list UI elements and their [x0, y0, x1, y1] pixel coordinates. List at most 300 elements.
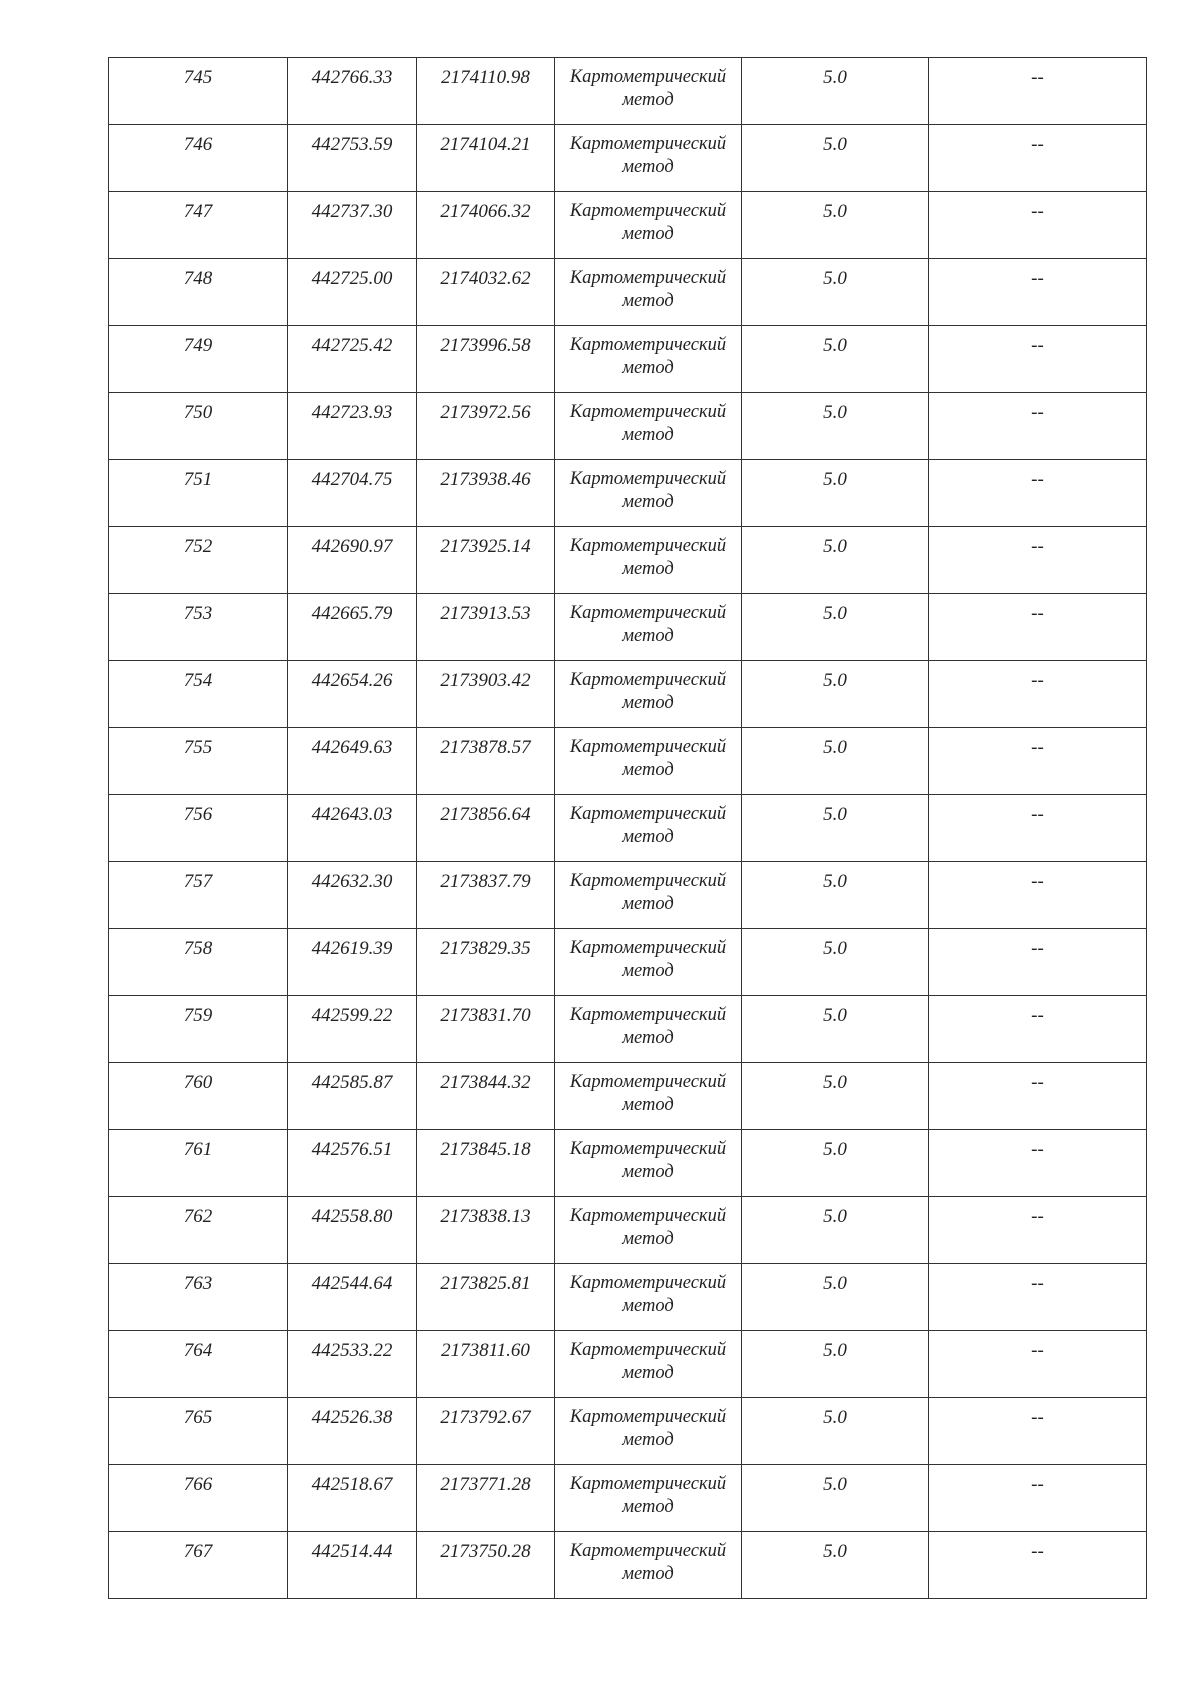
note-cell-text: -- — [1031, 67, 1044, 88]
note-cell — [929, 460, 1147, 527]
table-row — [109, 1264, 1147, 1331]
accuracy-cell — [742, 1331, 929, 1398]
y-coordinate-cell — [417, 326, 555, 393]
y-coordinate-cell — [417, 192, 555, 259]
accuracy-cell-text: 5.0 — [823, 1072, 847, 1093]
point-number-cell — [109, 795, 288, 862]
method-cell — [555, 125, 742, 192]
x-coordinate-cell-text: 442558.80 — [311, 1206, 393, 1227]
point-number-cell — [109, 862, 288, 929]
method-cell-text: Картометрический метод — [569, 1139, 727, 1182]
point-number-cell — [109, 1264, 288, 1331]
y-coordinate-cell-text: 2173750.28 — [440, 1541, 531, 1562]
x-coordinate-cell-text: 442690.97 — [311, 536, 393, 557]
table-row — [109, 594, 1147, 661]
note-cell — [929, 1063, 1147, 1130]
x-coordinate-cell — [288, 1197, 417, 1264]
y-coordinate-cell-text: 2173845.18 — [440, 1139, 531, 1160]
table-row — [109, 393, 1147, 460]
y-coordinate-cell-text: 2173913.53 — [440, 603, 531, 624]
table-row — [109, 1532, 1147, 1599]
point-number-cell — [109, 1398, 288, 1465]
x-coordinate-cell-text: 442533.22 — [311, 1340, 393, 1361]
method-cell — [555, 1130, 742, 1197]
note-cell-text: -- — [1031, 603, 1044, 624]
y-coordinate-cell — [417, 728, 555, 795]
note-cell — [929, 259, 1147, 326]
note-cell-text: -- — [1031, 1139, 1044, 1160]
y-coordinate-cell — [417, 1331, 555, 1398]
accuracy-cell-text: 5.0 — [823, 268, 847, 289]
method-cell-text: Картометрический метод — [569, 1541, 727, 1584]
method-cell — [555, 460, 742, 527]
note-cell-text: -- — [1031, 201, 1044, 222]
note-cell-text: -- — [1031, 134, 1044, 155]
table-row — [109, 1130, 1147, 1197]
x-coordinate-cell — [288, 728, 417, 795]
accuracy-cell-text: 5.0 — [823, 134, 847, 155]
note-cell-text: -- — [1031, 938, 1044, 959]
note-cell — [929, 1197, 1147, 1264]
accuracy-cell-text: 5.0 — [823, 804, 847, 825]
x-coordinate-cell-text: 442599.22 — [311, 1005, 393, 1026]
note-cell-text: -- — [1031, 536, 1044, 557]
note-cell-text: -- — [1031, 1273, 1044, 1294]
method-cell — [555, 1264, 742, 1331]
accuracy-cell — [742, 661, 929, 728]
point-number-cell-text: 766 — [183, 1474, 213, 1495]
method-cell — [555, 1063, 742, 1130]
y-coordinate-cell-text: 2173771.28 — [440, 1474, 531, 1495]
point-number-cell-text: 767 — [183, 1541, 213, 1562]
note-cell — [929, 192, 1147, 259]
y-coordinate-cell-text: 2173856.64 — [440, 804, 531, 825]
x-coordinate-cell — [288, 125, 417, 192]
x-coordinate-cell — [288, 594, 417, 661]
note-cell-text: -- — [1031, 737, 1044, 758]
x-coordinate-cell — [288, 1063, 417, 1130]
y-coordinate-cell-text: 2173838.13 — [440, 1206, 531, 1227]
y-coordinate-cell — [417, 1063, 555, 1130]
method-cell — [555, 1465, 742, 1532]
y-coordinate-cell-text: 2173831.70 — [440, 1005, 531, 1026]
point-number-cell — [109, 1063, 288, 1130]
method-cell-text: Картометрический метод — [569, 871, 727, 914]
note-cell — [929, 1465, 1147, 1532]
coordinates-table-body — [109, 58, 1147, 1599]
point-number-cell — [109, 259, 288, 326]
y-coordinate-cell-text: 2173844.32 — [440, 1072, 531, 1093]
x-coordinate-cell — [288, 326, 417, 393]
table-row — [109, 326, 1147, 393]
table-row — [109, 192, 1147, 259]
y-coordinate-cell — [417, 58, 555, 125]
y-coordinate-cell — [417, 1465, 555, 1532]
y-coordinate-cell-text: 2173972.56 — [440, 402, 531, 423]
x-coordinate-cell-text: 442723.93 — [311, 402, 393, 423]
point-number-cell-text: 745 — [183, 67, 213, 88]
point-number-cell-text: 759 — [183, 1005, 213, 1026]
method-cell — [555, 527, 742, 594]
accuracy-cell-text: 5.0 — [823, 1474, 847, 1495]
accuracy-cell-text: 5.0 — [823, 402, 847, 423]
note-cell — [929, 1398, 1147, 1465]
method-cell-text: Картометрический метод — [569, 335, 727, 378]
method-cell-text: Картометрический метод — [569, 603, 727, 646]
x-coordinate-cell-text: 442654.26 — [311, 670, 393, 691]
point-number-cell — [109, 996, 288, 1063]
y-coordinate-cell — [417, 259, 555, 326]
note-cell — [929, 1532, 1147, 1599]
method-cell — [555, 929, 742, 996]
accuracy-cell — [742, 527, 929, 594]
method-cell — [555, 594, 742, 661]
y-coordinate-cell-text: 2174032.62 — [440, 268, 531, 289]
accuracy-cell — [742, 795, 929, 862]
accuracy-cell-text: 5.0 — [823, 201, 847, 222]
y-coordinate-cell-text: 2173837.79 — [440, 871, 531, 892]
y-coordinate-cell-text: 2173811.60 — [441, 1340, 530, 1361]
x-coordinate-cell — [288, 1465, 417, 1532]
y-coordinate-cell — [417, 929, 555, 996]
accuracy-cell — [742, 862, 929, 929]
point-number-cell-text: 746 — [183, 134, 213, 155]
table-row — [109, 1197, 1147, 1264]
method-cell-text: Картометрический метод — [569, 670, 727, 713]
note-cell — [929, 393, 1147, 460]
point-number-cell-text: 765 — [183, 1407, 213, 1428]
x-coordinate-cell-text: 442632.30 — [311, 871, 393, 892]
note-cell — [929, 594, 1147, 661]
method-cell — [555, 1197, 742, 1264]
method-cell-text: Картометрический метод — [569, 1072, 727, 1115]
table-row — [109, 527, 1147, 594]
accuracy-cell-text: 5.0 — [823, 1407, 847, 1428]
accuracy-cell — [742, 1264, 929, 1331]
accuracy-cell — [742, 1063, 929, 1130]
table-row — [109, 1331, 1147, 1398]
note-cell — [929, 326, 1147, 393]
point-number-cell-text: 762 — [183, 1206, 213, 1227]
point-number-cell-text: 753 — [183, 603, 213, 624]
point-number-cell-text: 763 — [183, 1273, 213, 1294]
y-coordinate-cell — [417, 1398, 555, 1465]
note-cell — [929, 661, 1147, 728]
x-coordinate-cell — [288, 393, 417, 460]
y-coordinate-cell — [417, 125, 555, 192]
y-coordinate-cell-text: 2173925.14 — [440, 536, 531, 557]
method-cell — [555, 1532, 742, 1599]
method-cell-text: Картометрический метод — [569, 938, 727, 981]
accuracy-cell-text: 5.0 — [823, 536, 847, 557]
method-cell-text: Картометрический метод — [569, 1340, 727, 1383]
method-cell-text: Картометрический метод — [569, 1206, 727, 1249]
note-cell — [929, 862, 1147, 929]
method-cell-text: Картометрический метод — [569, 1407, 727, 1450]
method-cell — [555, 996, 742, 1063]
x-coordinate-cell-text: 442518.67 — [311, 1474, 393, 1495]
y-coordinate-cell-text: 2173996.58 — [440, 335, 531, 356]
method-cell-text: Картометрический метод — [569, 1474, 727, 1517]
table-row — [109, 795, 1147, 862]
point-number-cell — [109, 1532, 288, 1599]
x-coordinate-cell — [288, 460, 417, 527]
method-cell — [555, 192, 742, 259]
point-number-cell — [109, 661, 288, 728]
note-cell-text: -- — [1031, 402, 1044, 423]
point-number-cell — [109, 393, 288, 460]
method-cell — [555, 393, 742, 460]
accuracy-cell — [742, 996, 929, 1063]
y-coordinate-cell — [417, 1264, 555, 1331]
point-number-cell-text: 755 — [183, 737, 213, 758]
note-cell-text: -- — [1031, 670, 1044, 691]
x-coordinate-cell — [288, 527, 417, 594]
table-row — [109, 1398, 1147, 1465]
accuracy-cell-text: 5.0 — [823, 469, 847, 490]
y-coordinate-cell-text: 2174104.21 — [440, 134, 531, 155]
accuracy-cell-text: 5.0 — [823, 1541, 847, 1562]
accuracy-cell — [742, 192, 929, 259]
y-coordinate-cell — [417, 393, 555, 460]
point-number-cell-text: 747 — [183, 201, 213, 222]
x-coordinate-cell — [288, 795, 417, 862]
accuracy-cell — [742, 1398, 929, 1465]
method-cell-text: Картометрический метод — [569, 469, 727, 512]
point-number-cell-text: 752 — [183, 536, 213, 557]
point-number-cell — [109, 460, 288, 527]
table-row — [109, 1465, 1147, 1532]
point-number-cell-text: 757 — [183, 871, 213, 892]
accuracy-cell — [742, 58, 929, 125]
x-coordinate-cell-text: 442514.44 — [311, 1541, 393, 1562]
accuracy-cell — [742, 393, 929, 460]
note-cell — [929, 728, 1147, 795]
note-cell-text: -- — [1031, 1005, 1044, 1026]
x-coordinate-cell-text: 442725.42 — [311, 335, 393, 356]
point-number-cell — [109, 594, 288, 661]
point-number-cell-text: 748 — [183, 268, 213, 289]
note-cell — [929, 527, 1147, 594]
note-cell-text: -- — [1031, 335, 1044, 356]
point-number-cell-text: 750 — [183, 402, 213, 423]
accuracy-cell-text: 5.0 — [823, 1340, 847, 1361]
method-cell-text: Картометрический метод — [569, 737, 727, 780]
accuracy-cell-text: 5.0 — [823, 1139, 847, 1160]
method-cell-text: Картометрический метод — [569, 201, 727, 244]
point-number-cell-text: 758 — [183, 938, 213, 959]
y-coordinate-cell-text: 2173938.46 — [440, 469, 531, 490]
table-row — [109, 58, 1147, 125]
x-coordinate-cell-text: 442576.51 — [311, 1139, 393, 1160]
accuracy-cell — [742, 1197, 929, 1264]
y-coordinate-cell — [417, 527, 555, 594]
table-row — [109, 259, 1147, 326]
y-coordinate-cell — [417, 460, 555, 527]
point-number-cell — [109, 1331, 288, 1398]
method-cell-text: Картометрический метод — [569, 1273, 727, 1316]
x-coordinate-cell-text: 442725.00 — [311, 268, 393, 289]
table-row — [109, 661, 1147, 728]
x-coordinate-cell-text: 442766.33 — [311, 67, 393, 88]
method-cell-text: Картометрический метод — [569, 268, 727, 311]
x-coordinate-cell-text: 442753.59 — [311, 134, 393, 155]
table-row — [109, 862, 1147, 929]
method-cell — [555, 1398, 742, 1465]
x-coordinate-cell — [288, 996, 417, 1063]
accuracy-cell-text: 5.0 — [823, 871, 847, 892]
accuracy-cell-text: 5.0 — [823, 67, 847, 88]
x-coordinate-cell-text: 442619.39 — [311, 938, 393, 959]
accuracy-cell-text: 5.0 — [823, 1273, 847, 1294]
accuracy-cell — [742, 259, 929, 326]
point-number-cell — [109, 125, 288, 192]
x-coordinate-cell-text: 442643.03 — [311, 804, 393, 825]
y-coordinate-cell-text: 2173792.67 — [440, 1407, 531, 1428]
y-coordinate-cell — [417, 795, 555, 862]
x-coordinate-cell-text: 442649.63 — [311, 737, 393, 758]
x-coordinate-cell-text: 442665.79 — [311, 603, 393, 624]
method-cell — [555, 795, 742, 862]
y-coordinate-cell — [417, 661, 555, 728]
point-number-cell-text: 760 — [183, 1072, 213, 1093]
point-number-cell — [109, 58, 288, 125]
note-cell — [929, 1331, 1147, 1398]
accuracy-cell — [742, 1532, 929, 1599]
method-cell — [555, 661, 742, 728]
y-coordinate-cell — [417, 1197, 555, 1264]
note-cell-text: -- — [1031, 1541, 1044, 1562]
note-cell — [929, 125, 1147, 192]
y-coordinate-cell — [417, 1130, 555, 1197]
accuracy-cell-text: 5.0 — [823, 1206, 847, 1227]
note-cell-text: -- — [1031, 268, 1044, 289]
method-cell — [555, 58, 742, 125]
accuracy-cell-text: 5.0 — [823, 603, 847, 624]
note-cell-text: -- — [1031, 1206, 1044, 1227]
y-coordinate-cell-text: 2174066.32 — [440, 201, 531, 222]
method-cell-text: Картометрический метод — [569, 536, 727, 579]
point-number-cell — [109, 1130, 288, 1197]
table-row — [109, 929, 1147, 996]
y-coordinate-cell-text: 2173829.35 — [440, 938, 531, 959]
note-cell-text: -- — [1031, 1407, 1044, 1428]
accuracy-cell-text: 5.0 — [823, 1005, 847, 1026]
y-coordinate-cell — [417, 594, 555, 661]
accuracy-cell — [742, 326, 929, 393]
point-number-cell-text: 761 — [183, 1139, 213, 1160]
point-number-cell-text: 751 — [183, 469, 213, 490]
note-cell-text: -- — [1031, 804, 1044, 825]
accuracy-cell-text: 5.0 — [823, 335, 847, 356]
point-number-cell — [109, 929, 288, 996]
method-cell-text: Картометрический метод — [569, 67, 727, 110]
accuracy-cell — [742, 728, 929, 795]
y-coordinate-cell — [417, 996, 555, 1063]
table-row — [109, 996, 1147, 1063]
x-coordinate-cell — [288, 929, 417, 996]
accuracy-cell — [742, 1130, 929, 1197]
note-cell — [929, 1130, 1147, 1197]
note-cell-text: -- — [1031, 469, 1044, 490]
point-number-cell — [109, 1465, 288, 1532]
x-coordinate-cell — [288, 192, 417, 259]
y-coordinate-cell — [417, 1532, 555, 1599]
x-coordinate-cell — [288, 862, 417, 929]
accuracy-cell — [742, 929, 929, 996]
point-number-cell-text: 754 — [183, 670, 213, 691]
note-cell — [929, 58, 1147, 125]
accuracy-cell-text: 5.0 — [823, 670, 847, 691]
point-number-cell — [109, 1197, 288, 1264]
method-cell-text: Картометрический метод — [569, 1005, 727, 1048]
note-cell — [929, 929, 1147, 996]
x-coordinate-cell — [288, 1532, 417, 1599]
point-number-cell — [109, 326, 288, 393]
table-row — [109, 1063, 1147, 1130]
y-coordinate-cell — [417, 862, 555, 929]
note-cell — [929, 1264, 1147, 1331]
table-row — [109, 728, 1147, 795]
accuracy-cell — [742, 594, 929, 661]
method-cell — [555, 259, 742, 326]
y-coordinate-cell-text: 2173903.42 — [440, 670, 531, 691]
note-cell-text: -- — [1031, 1072, 1044, 1093]
accuracy-cell-text: 5.0 — [823, 737, 847, 758]
x-coordinate-cell — [288, 1130, 417, 1197]
x-coordinate-cell-text: 442737.30 — [311, 201, 393, 222]
point-number-cell — [109, 192, 288, 259]
method-cell-text: Картометрический метод — [569, 402, 727, 445]
x-coordinate-cell — [288, 58, 417, 125]
accuracy-cell-text: 5.0 — [823, 938, 847, 959]
note-cell — [929, 996, 1147, 1063]
method-cell — [555, 728, 742, 795]
x-coordinate-cell — [288, 1331, 417, 1398]
x-coordinate-cell — [288, 1398, 417, 1465]
point-number-cell — [109, 527, 288, 594]
x-coordinate-cell-text: 442704.75 — [311, 469, 393, 490]
point-number-cell-text: 764 — [183, 1340, 213, 1361]
y-coordinate-cell-text: 2174110.98 — [441, 67, 530, 88]
coordinates-table — [108, 57, 1147, 1599]
method-cell-text: Картометрический метод — [569, 134, 727, 177]
accuracy-cell — [742, 125, 929, 192]
point-number-cell — [109, 728, 288, 795]
x-coordinate-cell-text: 442544.64 — [311, 1273, 393, 1294]
note-cell-text: -- — [1031, 1340, 1044, 1361]
accuracy-cell — [742, 1465, 929, 1532]
accuracy-cell — [742, 460, 929, 527]
note-cell-text: -- — [1031, 871, 1044, 892]
note-cell-text: -- — [1031, 1474, 1044, 1495]
x-coordinate-cell — [288, 1264, 417, 1331]
y-coordinate-cell-text: 2173878.57 — [440, 737, 531, 758]
y-coordinate-cell-text: 2173825.81 — [440, 1273, 531, 1294]
note-cell — [929, 795, 1147, 862]
method-cell — [555, 1331, 742, 1398]
method-cell — [555, 862, 742, 929]
x-coordinate-cell — [288, 259, 417, 326]
x-coordinate-cell-text: 442585.87 — [311, 1072, 393, 1093]
x-coordinate-cell-text: 442526.38 — [311, 1407, 393, 1428]
table-row — [109, 125, 1147, 192]
method-cell-text: Картометрический метод — [569, 804, 727, 847]
point-number-cell-text: 749 — [183, 335, 213, 356]
x-coordinate-cell — [288, 661, 417, 728]
point-number-cell-text: 756 — [183, 804, 213, 825]
table-row — [109, 460, 1147, 527]
